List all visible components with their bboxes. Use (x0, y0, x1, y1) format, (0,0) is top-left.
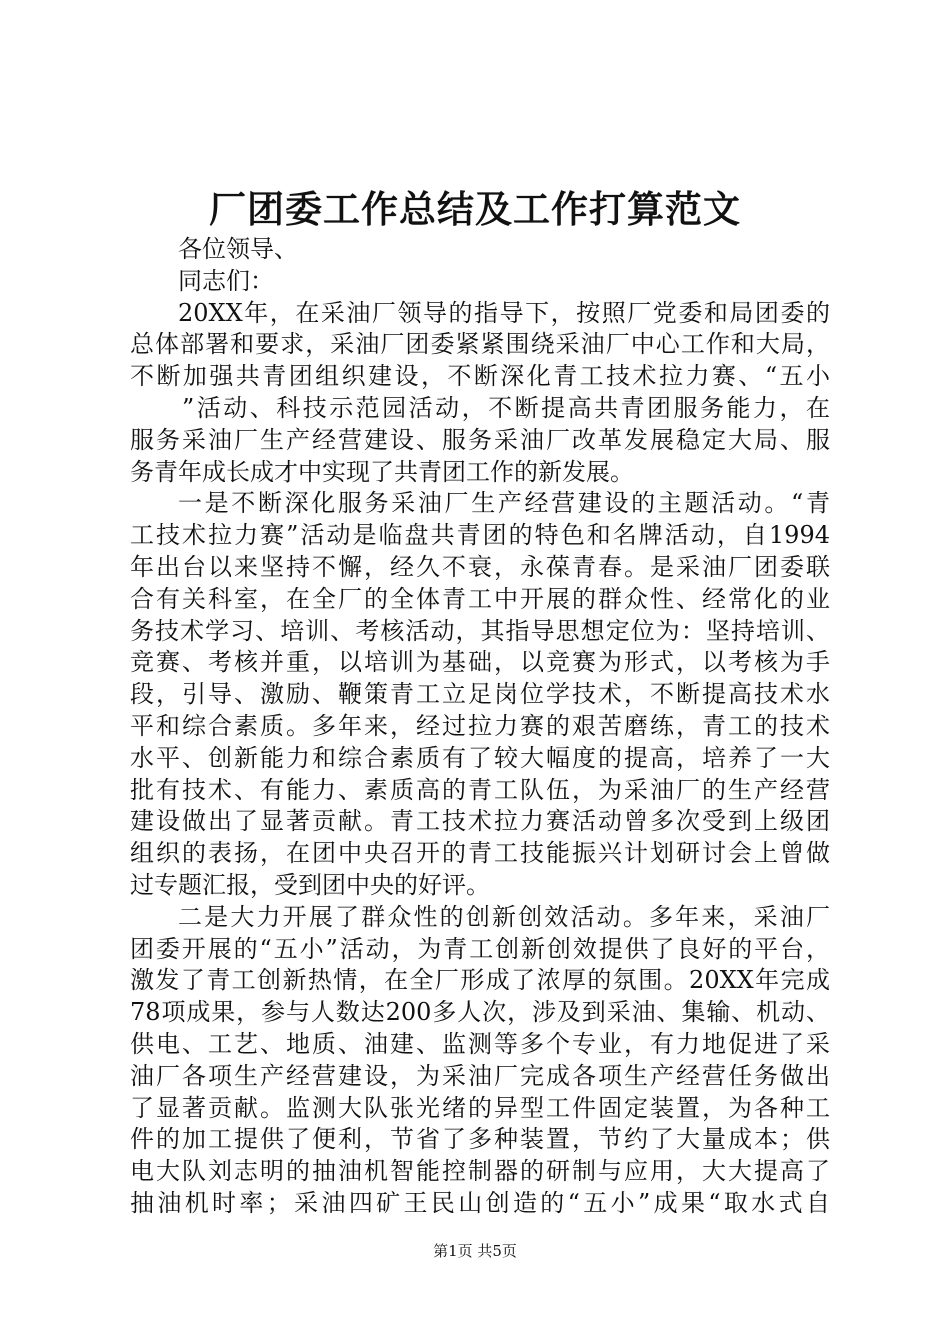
document-body (130, 234, 830, 1220)
paragraph-line: 建设做出了显著贡献。青工技术拉力赛活动曾多次受到上级团 (130, 807, 830, 836)
paragraph-line: 平和综合素质。多年来，经过拉力赛的艰苦磨练，青工的技术 (130, 711, 830, 740)
document-title: 厂团委工作总结及工作打算范文 (209, 187, 741, 231)
paragraph-line: 件的加工提供了便利，节省了多种装置，节约了大量成本；供 (130, 1125, 830, 1154)
greeting-line: 各位领导、 (178, 235, 298, 263)
paragraph-line: 务技术学习、培训、考核活动，其指导思想定位为：坚持培训、 (130, 616, 830, 645)
paragraph-line: 合有关科室，在全厂的全体青工中开展的群众性、经常化的业 (130, 584, 830, 613)
paragraph-line: 供电、工艺、地质、油建、监测等多个专业，有力地促进了采 (130, 1029, 830, 1058)
paragraph-line: 组织的表扬，在团中央召开的青工技能振兴计划研讨会上曾做 (130, 839, 830, 868)
paragraph-line: 段，引导、激励、鞭策青工立足岗位学技术，不断提高技术水 (130, 680, 830, 709)
paragraph-line: 工技术拉力赛”活动是临盘共青团的特色和名牌活动，自1994 (130, 521, 830, 550)
paragraph-line: 团委开展的“五小”活动，为青工创新创效提供了良好的平台， (130, 934, 830, 963)
paragraph-line: 了显著贡献。监测大队张光绪的异型工件固定装置，为各种工 (130, 1093, 830, 1122)
paragraph-line: 务青年成长成才中实现了共青团工作的新发展。 (130, 457, 634, 486)
paragraph-line: 油厂各项生产经营建设，为采油厂完成各项生产经营任务做出 (130, 1061, 830, 1090)
paragraph-line: 年出台以来坚持不懈，经久不衰，永葆青春。是采油厂团委联 (130, 552, 830, 581)
paragraph-line: 二是大力开展了群众性的创新创效活动。多年来，采油厂 (178, 902, 830, 931)
paragraph-line: 过专题汇报，受到团中央的好评。 (130, 870, 490, 899)
paragraph-line: 20XX年，在采油厂领导的指导下，按照厂党委和局团委的 (178, 298, 830, 327)
paragraph-line: 竞赛、考核并重，以培训为基础，以竞赛为形式，以考核为手 (130, 648, 830, 677)
paragraph-line: 水平、创新能力和综合素质有了较大幅度的提高，培养了一大 (130, 743, 830, 772)
paragraph-line: 激发了青工创新热情，在全厂形成了浓厚的氛围。20XX年完成 (130, 966, 830, 995)
paragraph-line: ”活动、科技示范园活动，不断提高共青团服务能力，在 (182, 393, 830, 422)
paragraph-line: 78项成果，参与人数达200多人次，涉及到采油、集输、机动、 (130, 998, 830, 1027)
paragraph-line: 服务采油厂生产经营建设、服务采油厂改革发展稳定大局、服 (130, 425, 830, 454)
paragraph-line: 批有技术、有能力、素质高的青工队伍，为采油厂的生产经营 (130, 775, 830, 804)
paragraph-line: 不断加强共青团组织建设，不断深化青工技术拉力赛、“五小 (130, 362, 830, 391)
paragraph-line: 总体部署和要求，采油厂团委紧紧围绕采油厂中心工作和大局， (130, 330, 830, 359)
paragraph-line: 电大队刘志明的抽油机智能控制器的研制与应用，大大提高了 (130, 1157, 830, 1186)
paragraph-line: 抽油机时率；采油四矿王民山创造的“五小”成果“取水式自 (130, 1188, 830, 1217)
paragraph-line: 一是不断深化服务采油厂生产经营建设的主题活动。“青 (178, 489, 830, 518)
page-footer: 第1页 共5页 (433, 1242, 517, 1260)
greeting-line: 同志们： (178, 266, 274, 295)
